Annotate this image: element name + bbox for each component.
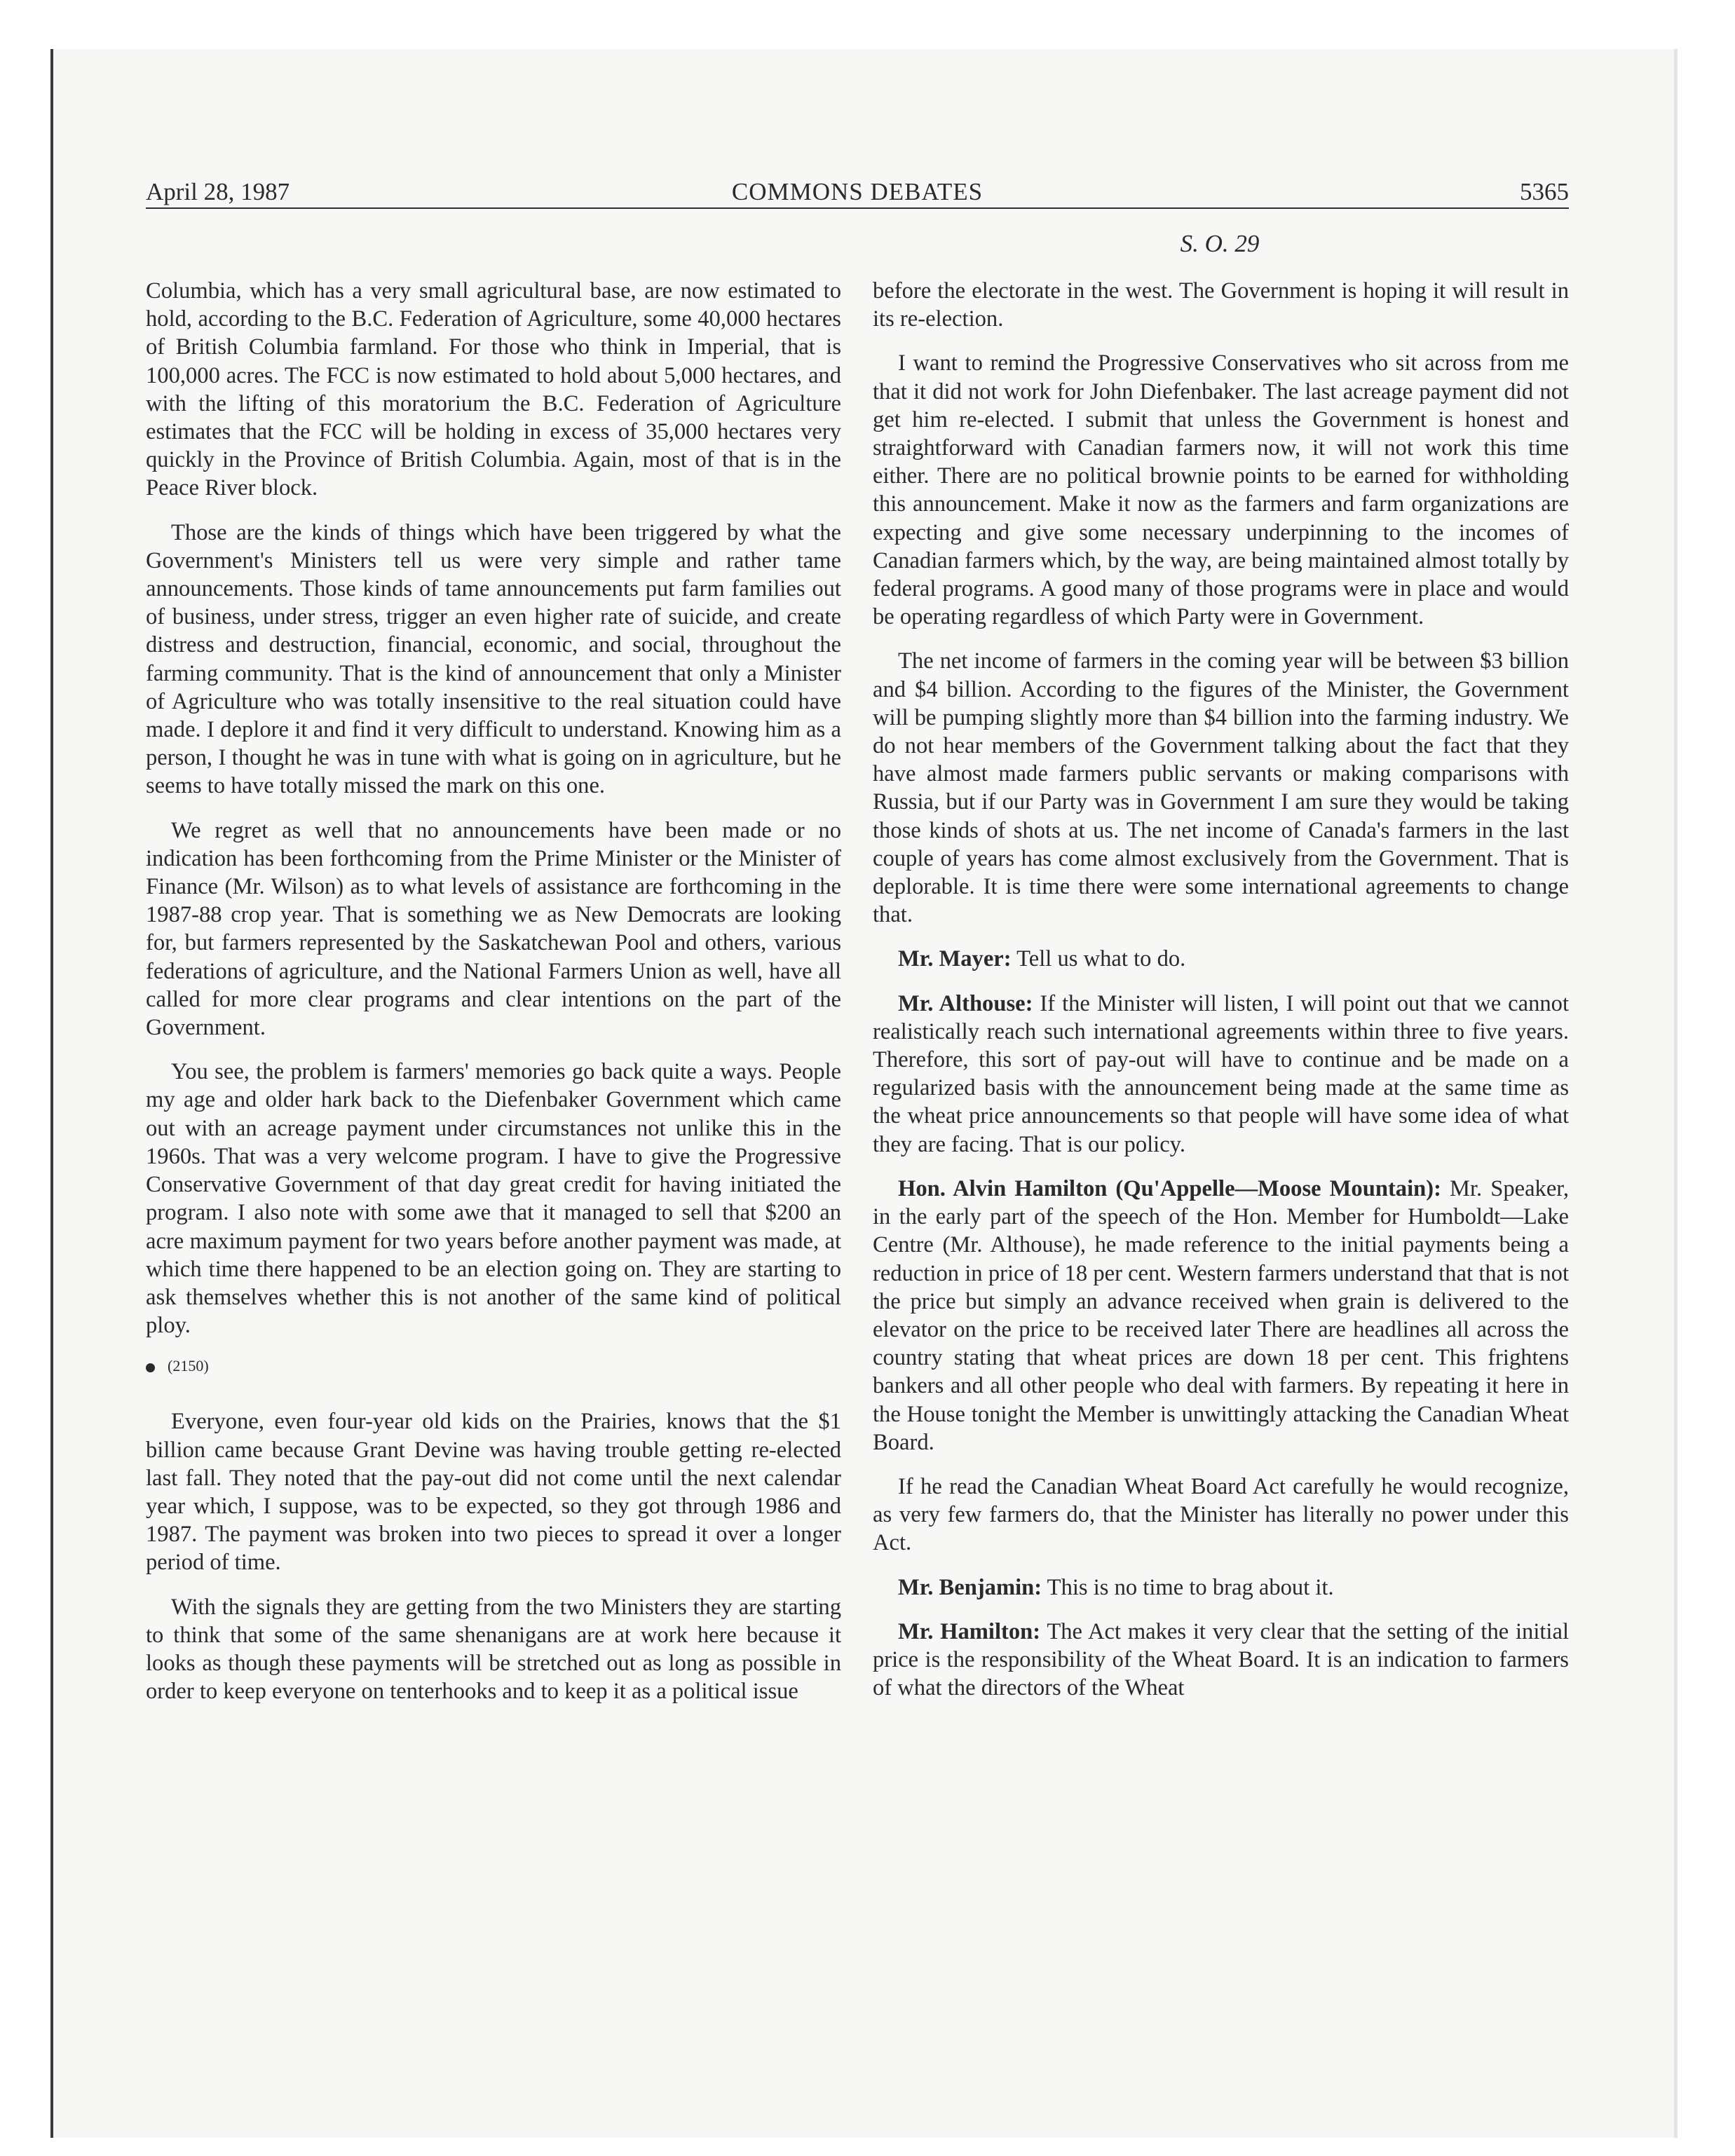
speaker-name: Mr. Mayer: [898,946,1012,972]
speech-benjamin [873,1574,1569,1602]
time-marker [146,1356,841,1377]
speaker-name: Hon. Alvin Hamilton (Qu'Appelle—Moose Mountain): [898,1175,1441,1201]
speaker-name: Mr. Hamilton: [898,1618,1041,1644]
paragraph: Those are the kinds of things which have been triggered by what the Government's Ministers tell us were very simple and rather tame announcements. Those kinds of tame announcements put farm families out of business, under stress, trigger an even higher rate of suicide, and create distress and destruction, financial, economic, and social, throughout the farming community. That is the kind of announcement that only a Minister of Agriculture who was totally insensitive to the real situation could have made. I deplore it and find it very difficult to understand. Knowing him as a person, I thought he was in tune with what is going on in agriculture, but he seems to have totally missed the mark on this one. [146,519,841,799]
paragraph: Everyone, even four-year old kids on the Prairies, knows that the $1 billion came because Grant Devine was having trouble getting re-elected last fall. They noted that the pay-out did not come until the next calendar year which, I suppose, was to be expected, so they got through 1986 and 1987. The payment was broken into two pieces to spread it over a longer period of time. [146,1409,841,1576]
speech-text: The Act makes it very clear that the setting of the initial price is the responsibility of the Wheat Board. It is an indication to farmers of what the directors of the Wheat [873,1618,1569,1701]
speaker-name: Mr. Benjamin: [898,1574,1042,1600]
paragraph: before the electorate in the west. The Government is hoping it will result in its re-election. [873,278,1569,332]
running-head [146,175,1569,209]
right-column [873,277,1569,1718]
speech-text: This is no time to brag about it. [1042,1574,1334,1600]
speech-alvin-hamilton [873,1175,1569,1456]
speaker-name: Mr. Althouse: [898,990,1033,1016]
left-column [146,277,841,1721]
speech-text: Tell us what to do. [1011,946,1186,972]
bullet-dot-icon [146,1363,155,1372]
section-mark: S. O. 29 [1180,230,1260,257]
speech-text: If the Minister will listen, I will point out that we cannot realistically reach such international agreements within three to five years. Therefore, this sort of pay-out will have to continue and be made on a regularized basis with the announcement being made at the same time as the wheat price announcements so that people will have some idea of what they are facing. That is our policy. [873,990,1569,1157]
paragraph: With the signals they are getting from the two Ministers they are starting to think that some of the same shenanigans are at work here because it looks as though these payments will be stretched out as long as possible in order to keep everyone on tenterhooks and to keep it as a political issue [146,1594,841,1705]
speech-mayer [873,945,1569,973]
speech-hamilton [873,1618,1569,1703]
paragraph: I want to remind the Progressive Conservatives who sit across from me that it did not work for John Diefenbaker. The last acreage payment did not get him re-elected. I submit that unless the Government is honest and straightforward with Canadian farmers now, it will not work this time either. There are no political brownie points to be earned for withholding this announcement. Make it now as the farmers and farm organizations are expecting and give some necessary underpinning to the incomes of Canadian farmers which, by the way, are being maintained almost totally by federal programs. A good many of those programs were in place and would be operating regardless of which Party were in Government. [873,350,1569,630]
header-date: April 28, 1987 [146,178,290,205]
scan-edge-right [1674,49,1678,2138]
paragraph: You see, the problem is farmers' memories go back quite a ways. People my age and older hark back to the Diefenbaker Government which came out with an acreage payment under circumstances not unlike this in the 1960s. That was a very welcome program. I have to give the Progressive Conservative Government of that day great credit for having initiated the program. I also note with some awe that it managed to sell that $200 an acre maximum payment for two years before another payment was made, at which time there happened to be an election going on. They are starting to ask themselves whether this is not another of the same kind of political ploy. [146,1059,841,1339]
time-marker-label: (2150) [168,1357,209,1375]
header-journal-title: COMMONS DEBATES [731,178,984,205]
paragraph: If he read the Canadian Wheat Board Act carefully he would recognize, as very few farmers do, that the Minister has literally no power under this Act. [873,1473,1569,1556]
speech-text: Mr. Speaker, in the early part of the speech of the Hon. Member for Humboldt—Lake Centre (Mr. Althouse), he made reference to the initial payments being a reduction in price of 18 per cent. Western farmers understand that that is not the price but simply an advance received when grain is delivered to the elevator on the price to be received later There are headlines all across the country stating that wheat prices are down 18 per cent. This frightens bankers and all other people who deal with farmers. By repeating it here in the House tonight the Member is unwittingly attacking the Canadian Wheat Board. [873,1175,1569,1455]
header-rule [146,207,1569,209]
paragraph: We regret as well that no announcements have been made or no indication has been forthcoming from the Prime Minister or the Minister of Finance (Mr. Wilson) as to what levels of assistance are forthcoming in the 1987-88 crop year. That is something we as New Democrats are looking for, but farmers represented by the Saskatchewan Pool and others, various federations of agriculture, and the National Farmers Union as well, have all called for more clear programs and clear intentions on the part of the Government. [146,817,841,1041]
paragraph: Columbia, which has a very small agricultural base, are now estimated to hold, according to the B.C. Federation of Agriculture, some 40,000 hectares of British Columbia farmland. For those who think in Imperial, that is 100,000 acres. The FCC is now estimated to hold about 5,000 hectares, and with the lifting of this moratorium the B.C. Federation of Agriculture estimates that the FCC will be holding in excess of 35,000 hectares very quickly in the Province of British Columbia. Again, most of that is in the Peace River block. [146,278,841,501]
paragraph: The net income of farmers in the coming year will be between $3 billion and $4 billion. According to the figures of the Minister, the Government will be pumping slightly more than $4 billion into the farming industry. We do not hear members of the Government talking about the fact that they have almost made farmers public servants or making comparisons with Russia, but if our Party was in Government I am sure they would be taking those kinds of shots at us. The net income of Canada's farmers in the last couple of years has come almost exclusively from the Government. That is deplorable. It is time there were some international agreements to change that. [873,648,1569,928]
speech-althouse [873,990,1569,1159]
header-page-number: 5365 [1520,178,1569,205]
